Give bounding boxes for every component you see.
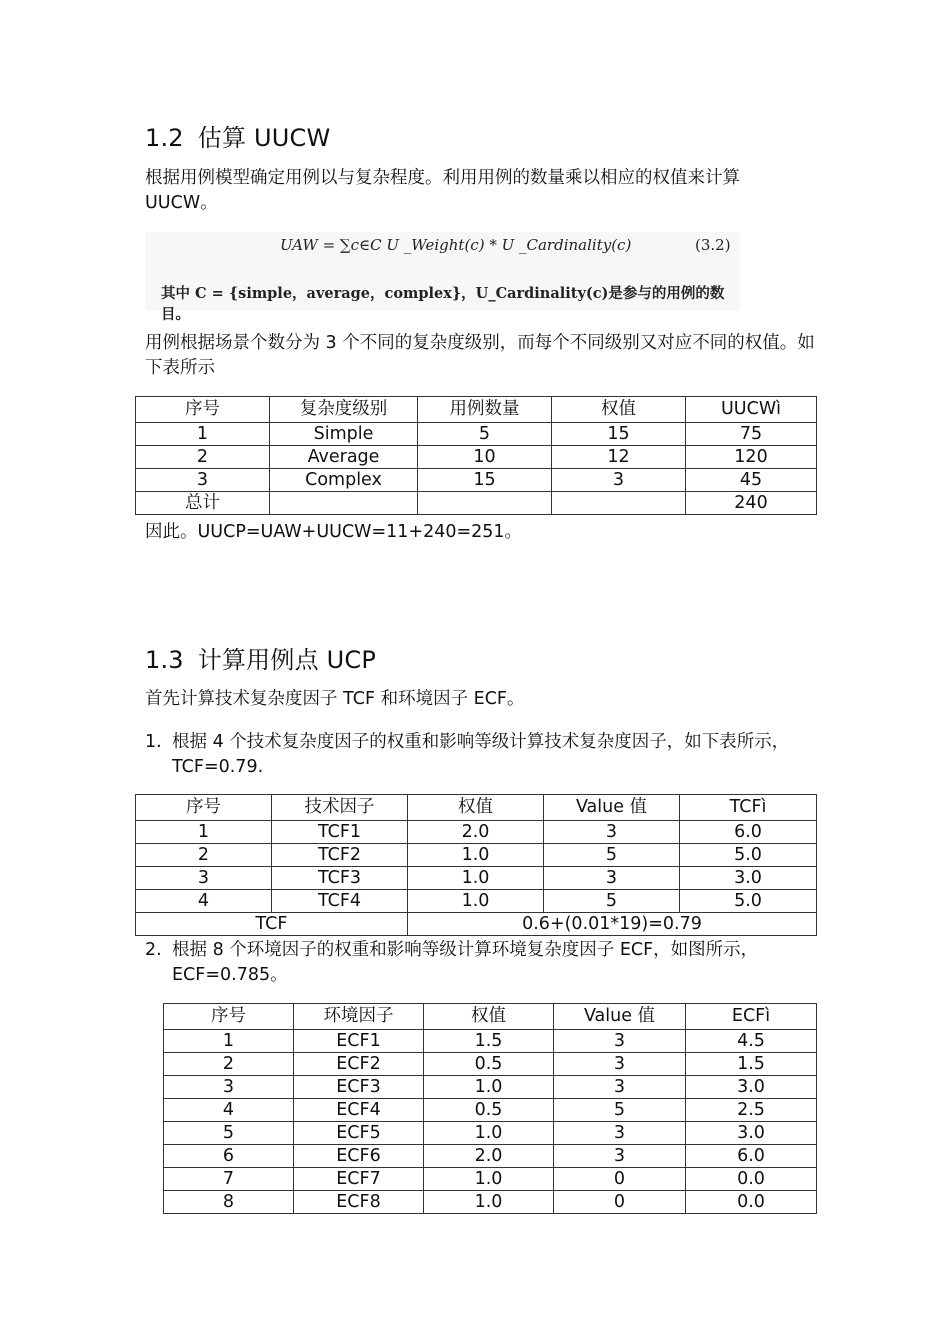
table-cell: 2	[136, 446, 270, 469]
table-cell: ECF6	[294, 1145, 424, 1168]
table-cell: 2.5	[686, 1099, 817, 1122]
table-header-row	[136, 795, 817, 821]
table-cell: 1.0	[424, 1191, 554, 1214]
table-cell: 3	[136, 469, 270, 492]
table-row	[136, 890, 817, 913]
table-cell: 1	[136, 423, 270, 446]
list-number: 2.	[145, 940, 162, 960]
table-cell: 1.0	[408, 890, 544, 913]
table-cell: 3	[554, 1053, 686, 1076]
header-cell: 权值	[552, 397, 686, 423]
section-title: 估算 UUCW	[197, 124, 331, 152]
table-cell: 12	[552, 446, 686, 469]
table-row	[136, 867, 817, 890]
table-cell: 1	[136, 821, 272, 844]
table-cell: 3	[544, 821, 680, 844]
formula-main: UAW = ∑c∈C U _Weight(c) * U _Cardinality(c)	[280, 236, 632, 254]
table-cell: 总计	[136, 492, 270, 515]
table-cell: TCF3	[272, 867, 408, 890]
table-cell: 75	[686, 423, 817, 446]
table-cell: 2.0	[424, 1145, 554, 1168]
table-cell: 1.5	[686, 1053, 817, 1076]
table-row	[164, 1030, 817, 1053]
table-row	[136, 423, 817, 446]
ecf-table	[163, 1003, 817, 1214]
list-text: 根据 4 个技术复杂度因子的权重和影响等级计算技术复杂度因子，如下表所示，TCF=0.79.	[172, 732, 790, 777]
conclusion-paragraph: 因此。UUCP=UAW+UUCW=11+240=251。	[145, 522, 523, 542]
table-cell: 3	[544, 867, 680, 890]
table-cell: 5	[544, 890, 680, 913]
table-cell: ECF8	[294, 1191, 424, 1214]
table-cell: 5	[418, 423, 552, 446]
header-cell: 序号	[136, 397, 270, 423]
table-cell: 8	[164, 1191, 294, 1214]
table-cell: 1.0	[424, 1168, 554, 1191]
table-cell: Simple	[270, 423, 418, 446]
table-total-row	[136, 492, 817, 515]
table-cell	[418, 492, 552, 515]
table-cell: 0.5	[424, 1099, 554, 1122]
table-cell: 3.0	[686, 1076, 817, 1099]
table-cell: 6.0	[680, 821, 817, 844]
header-cell: 技术因子	[272, 795, 408, 821]
table-row	[136, 821, 817, 844]
table-cell: 15	[552, 423, 686, 446]
table-cell: 1	[164, 1030, 294, 1053]
table-cell: 0	[554, 1168, 686, 1191]
table-cell: ECF4	[294, 1099, 424, 1122]
table-cell: 0.0	[686, 1191, 817, 1214]
table-cell: 0	[554, 1191, 686, 1214]
table-cell: 7	[164, 1168, 294, 1191]
table-cell: 5.0	[680, 844, 817, 867]
table-cell: ECF5	[294, 1122, 424, 1145]
table-cell: 1.0	[408, 844, 544, 867]
table-cell: TCF2	[272, 844, 408, 867]
intro-paragraph: 根据用例模型确定用例以与复杂程度。利用用例的数量乘以相应的权值来计算 UUCW。	[145, 168, 740, 213]
table-cell: 4	[164, 1099, 294, 1122]
table-cell: 3	[554, 1145, 686, 1168]
section-number: 1.2	[145, 124, 184, 152]
section-heading-1-2	[145, 118, 330, 153]
table-row	[164, 1145, 817, 1168]
list-item-1	[145, 730, 815, 780]
header-cell: Value 值	[554, 1004, 686, 1030]
list-item-2	[145, 938, 815, 988]
header-cell: 权值	[408, 795, 544, 821]
table-cell: 3	[164, 1076, 294, 1099]
header-cell: ECFì	[686, 1004, 817, 1030]
table-row	[164, 1076, 817, 1099]
table-cell: 1.0	[424, 1122, 554, 1145]
table-cell: 3	[554, 1030, 686, 1053]
table-cell: 5	[164, 1122, 294, 1145]
formula-number: (3.2)	[695, 236, 731, 254]
table-cell: 2	[164, 1053, 294, 1076]
header-cell: TCFì	[680, 795, 817, 821]
table-cell: Complex	[270, 469, 418, 492]
total-label-cell: TCF	[136, 913, 408, 936]
header-cell: 用例数量	[418, 397, 552, 423]
table-header-row	[136, 397, 817, 423]
section-title: 计算用例点 UCP	[197, 646, 377, 674]
table-row	[164, 1191, 817, 1214]
table-cell: ECF1	[294, 1030, 424, 1053]
total-value-cell: 0.6+(0.01*19)=0.79	[408, 913, 817, 936]
table-cell: 10	[418, 446, 552, 469]
table-row	[164, 1168, 817, 1191]
table-cell: ECF7	[294, 1168, 424, 1191]
list-text: 根据 8 个环境因子的权重和影响等级计算环境复杂度因子 ECF，如图所示，ECF=0.785。	[172, 940, 759, 985]
table-cell: 5	[544, 844, 680, 867]
table-cell: 4.5	[686, 1030, 817, 1053]
table-cell: 3	[554, 1122, 686, 1145]
table-cell: 3	[554, 1076, 686, 1099]
header-cell: Value 值	[544, 795, 680, 821]
tcf-table	[135, 794, 817, 936]
table-cell: 3.0	[686, 1122, 817, 1145]
table-cell: 1.0	[408, 867, 544, 890]
table-cell: ECF2	[294, 1053, 424, 1076]
section-heading-1-3	[145, 640, 376, 675]
table-cell: 2.0	[408, 821, 544, 844]
uucw-table	[135, 396, 817, 515]
table-cell: 3.0	[680, 867, 817, 890]
table-header-row	[164, 1004, 817, 1030]
table-cell: 1.0	[424, 1076, 554, 1099]
table-cell: ECF3	[294, 1076, 424, 1099]
table-cell: 5.0	[680, 890, 817, 913]
header-cell: UUCWì	[686, 397, 817, 423]
table-cell: TCF4	[272, 890, 408, 913]
table-cell: 4	[136, 890, 272, 913]
table-cell: 1.5	[424, 1030, 554, 1053]
table-cell: 0.0	[686, 1168, 817, 1191]
header-cell: 权值	[424, 1004, 554, 1030]
table-cell: 6.0	[686, 1145, 817, 1168]
table-cell: 5	[554, 1099, 686, 1122]
formula-image	[145, 232, 740, 323]
complexity-paragraph: 用例根据场景个数分为 3 个不同的复杂度级别，而每个不同级别又对应不同的权值。如下表所示	[145, 333, 815, 378]
header-cell: 序号	[136, 795, 272, 821]
table-cell: 3	[136, 867, 272, 890]
table-row	[164, 1099, 817, 1122]
header-cell: 序号	[164, 1004, 294, 1030]
table-cell: 120	[686, 446, 817, 469]
table-row	[136, 469, 817, 492]
table-cell	[552, 492, 686, 515]
table-total-row	[136, 913, 817, 936]
list-number: 1.	[145, 732, 162, 752]
table-cell: 2	[136, 844, 272, 867]
table-cell: 6	[164, 1145, 294, 1168]
table-cell	[270, 492, 418, 515]
table-row	[136, 446, 817, 469]
header-cell: 复杂度级别	[270, 397, 418, 423]
table-cell: Average	[270, 446, 418, 469]
section-number: 1.3	[145, 646, 184, 674]
table-cell: 240	[686, 492, 817, 515]
table-cell: 3	[552, 469, 686, 492]
table-row	[164, 1122, 817, 1145]
header-cell: 环境因子	[294, 1004, 424, 1030]
table-cell: 45	[686, 469, 817, 492]
table-cell: TCF1	[272, 821, 408, 844]
table-cell: 0.5	[424, 1053, 554, 1076]
table-cell: 15	[418, 469, 552, 492]
intro-paragraph: 首先计算技术复杂度因子 TCF 和环境因子 ECF。	[145, 689, 525, 709]
formula-note: 其中 C = {simple，average，complex}，U_Cardinality(c)是参与的用例的数目。	[161, 285, 725, 323]
table-row	[136, 844, 817, 867]
table-row	[164, 1053, 817, 1076]
